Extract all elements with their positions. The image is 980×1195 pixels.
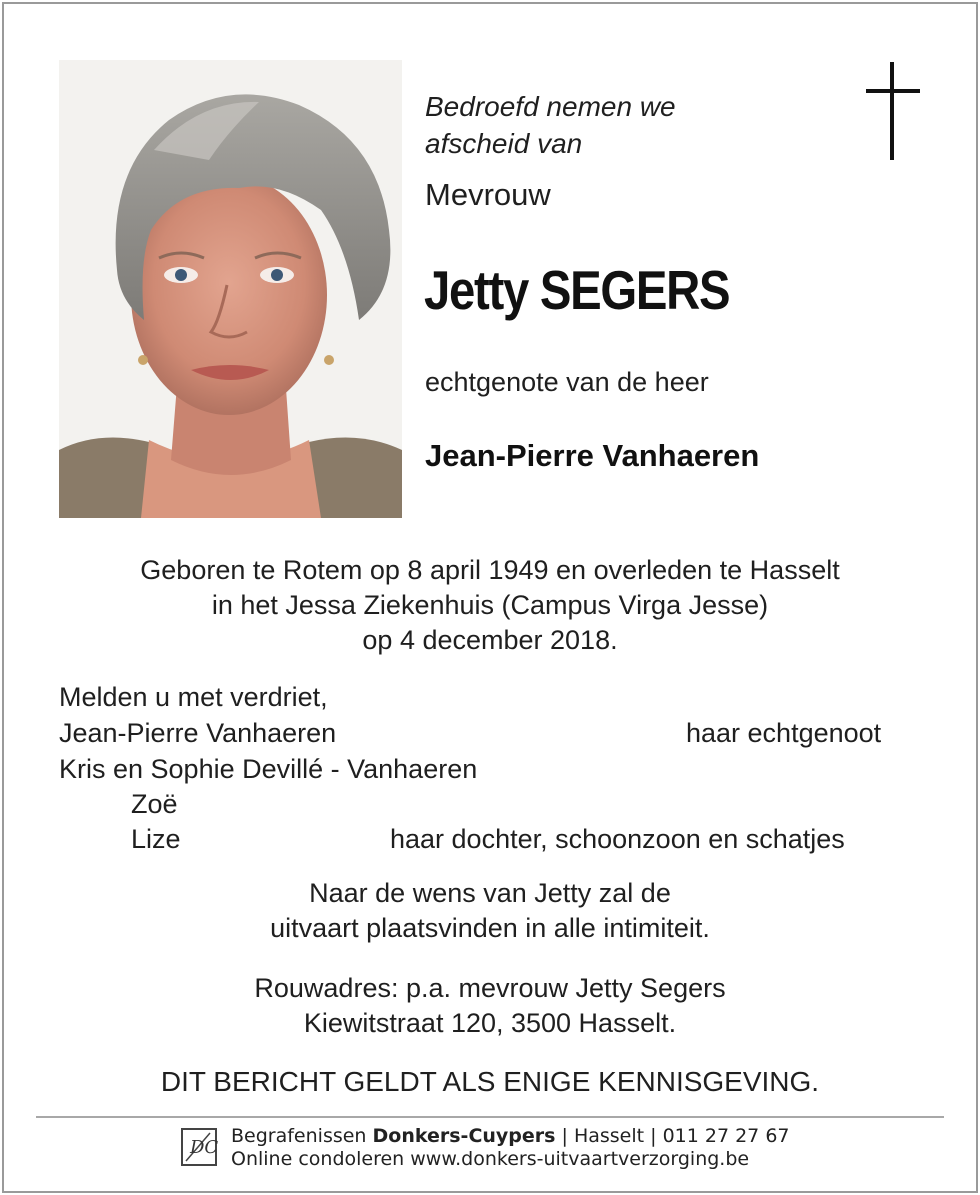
condolence-link[interactable]: Online condoleren www.donkers-uitvaartverzorging.be <box>231 1148 750 1170</box>
intro-line-1: Bedroefd nemen we <box>425 91 676 122</box>
company-prefix: Begrafenissen <box>231 1125 373 1147</box>
funeral-wish <box>0 876 980 946</box>
funeral-home-logo <box>180 1125 220 1167</box>
company-details: | Hasselt | 011 27 27 67 <box>555 1125 790 1147</box>
mourners-heading: Melden u met verdriet, <box>59 682 328 712</box>
intro-text <box>425 88 676 162</box>
birth-death-line-2: in het Jessa Ziekenhuis (Campus Virga Jesse) <box>211 590 769 620</box>
logo-text: DC <box>190 1137 219 1158</box>
wish-line-1: Naar de wens van Jetty zal de <box>309 878 671 908</box>
deceased-name: Jetty SEGERS <box>424 259 730 321</box>
mourning-address <box>0 971 980 1041</box>
footer-company-line <box>231 1125 790 1148</box>
birth-death-line-3: op 4 december 2018. <box>362 625 618 655</box>
mourner-name: Lize <box>131 824 181 854</box>
intro-line-2: afscheid van <box>425 128 583 159</box>
birth-death-info <box>0 553 980 658</box>
mourner-name: Zoë <box>131 789 178 819</box>
title-mevrouw: Mevrouw <box>425 177 551 212</box>
footer <box>231 1125 790 1171</box>
mourner-name: Jean-Pierre Vanhaeren <box>59 718 337 748</box>
wish-line-2: uitvaart plaatsvinden in alle intimiteit. <box>270 913 710 943</box>
company-name: Donkers-Cuypers <box>372 1125 556 1147</box>
footer-divider <box>36 1116 944 1118</box>
address-line-1: Rouwadres: p.a. mevrouw Jetty Segers <box>254 973 726 1003</box>
mourner-relation: haar echtgenoot <box>686 718 882 748</box>
notice-text: DIT BERICHT GELDT ALS ENIGE KENNISGEVING. <box>160 1066 820 1097</box>
birth-death-line-1: Geboren te Rotem op 8 april 1949 en overleden te Hasselt <box>140 555 840 585</box>
cross-icon <box>864 62 922 160</box>
spouse-name: Jean-Pierre Vanhaeren <box>425 438 760 473</box>
address-line-2: Kiewitstraat 120, 3500 Hasselt. <box>303 1008 677 1038</box>
portrait-photo <box>59 60 402 518</box>
mourner-name: Kris en Sophie Devillé - Vanhaeren <box>59 754 478 784</box>
spouse-prefix: echtgenote van de heer <box>425 367 709 397</box>
mourner-relation: haar dochter, schoonzoon en schatjes <box>390 824 845 854</box>
